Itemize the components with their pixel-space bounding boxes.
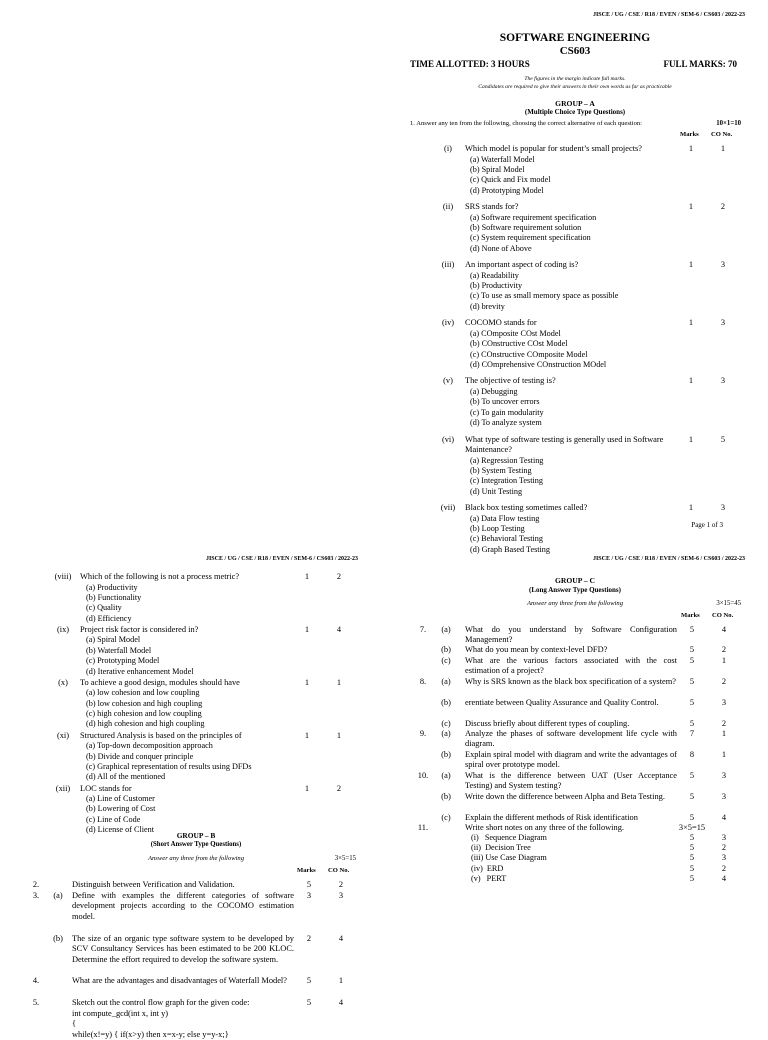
question-option: (d) None of Above	[470, 243, 532, 253]
question-option: (d) high cohesion and high coupling	[86, 719, 205, 729]
question-option: (d) Efficiency	[86, 613, 132, 623]
short-note-text: (iv) ERD	[471, 863, 504, 873]
subject-code: CS603	[559, 45, 591, 57]
question-marks: 1	[688, 260, 694, 270]
question-number: (v)	[443, 376, 453, 386]
exam-title: SOFTWARE ENGINEERING	[499, 32, 651, 44]
question-co: 2	[720, 202, 726, 212]
question-co: 1	[336, 730, 342, 740]
question-text: What type of software testing is generally used in Software Maintenance?	[465, 434, 664, 454]
question-marks: 3	[306, 891, 312, 900]
short-note-marks: 5	[689, 873, 695, 883]
question-option: (a) COmposite COst Model	[470, 328, 561, 338]
question-marks: 5	[689, 698, 695, 707]
question-number: 8.	[419, 677, 427, 686]
question-option: (c) Line of Code	[86, 814, 141, 824]
question-co: 2	[336, 572, 342, 581]
question-co: 1	[336, 677, 342, 687]
question-co: 2	[338, 880, 344, 889]
question-number: (iii)	[441, 260, 455, 270]
question-co: 1	[338, 976, 344, 985]
question-option: (c) Prototyping Model	[86, 656, 160, 666]
question-option: (d) brevity	[470, 301, 505, 311]
group-a-subtitle: (Multiple Choice Type Questions)	[524, 108, 626, 116]
question-option: (c) System requirement specification	[470, 233, 591, 243]
question-sub: (b)	[441, 750, 451, 759]
question-marks: 5	[689, 625, 695, 634]
question-co: 3	[338, 891, 344, 900]
question-number: 7.	[419, 625, 427, 634]
question-number: (xii)	[55, 783, 71, 793]
question-text: Which model is popular for student’s small projects?	[465, 144, 642, 153]
question-marks: 3×5=15	[678, 823, 706, 832]
page-1	[405, 10, 745, 554]
question-number: 5.	[32, 998, 40, 1007]
col-marks-c: Marks	[681, 612, 700, 619]
question-co: 2	[721, 677, 727, 686]
question-option: (d) To analyze system	[470, 418, 542, 428]
question-number: (vii)	[440, 503, 456, 513]
question-sub: (b)	[441, 645, 451, 654]
question-marks: 8	[689, 750, 695, 759]
question-option: (c) To gain modularity	[470, 407, 544, 417]
question-co: 3	[720, 376, 726, 386]
question-marks: 5	[689, 656, 695, 665]
question-option: (a) Data Flow testing	[470, 513, 540, 523]
question-marks: 1	[688, 503, 694, 513]
header-code-p2: JISCE / UG / CSE / R18 / EVEN / SEM-6 / CS603 / 2022-23	[205, 556, 358, 562]
col-marks-b: Marks	[297, 867, 316, 874]
question-option: (b) Loop Testing	[470, 523, 525, 533]
question-co: 4	[721, 625, 727, 634]
question-text: erentiate between Quality Assurance and Quality Control.	[465, 698, 659, 707]
question-option: (a) low cohesion and low coupling	[86, 688, 200, 698]
question-marks: 5	[689, 645, 695, 654]
page-label: Page 1 of 3	[691, 521, 723, 529]
question-option: (b) COnstructive COst Model	[470, 339, 568, 349]
question-co: 3	[721, 771, 727, 780]
short-note-marks: 5	[689, 863, 695, 873]
question-text: Distinguish between Verification and Validation.	[72, 880, 235, 889]
question-number: 4.	[32, 976, 40, 985]
question-number: 10.	[417, 771, 429, 780]
question-option: (b) Spiral Model	[470, 164, 525, 174]
question-text: Why is SRS known as the black box specification of a system?	[465, 677, 676, 686]
question-text: Black box testing sometimes called?	[465, 503, 588, 513]
question-marks: 1	[304, 677, 310, 687]
code-line: {	[72, 1019, 77, 1029]
question-co: 3	[720, 503, 726, 513]
group-b-subtitle: (Short Answer Type Questions)	[150, 841, 242, 848]
question-sub: (c)	[441, 719, 451, 728]
code-line: while(x!=y) { if(x>y) then x=x-y; else y=y-x;}	[72, 1029, 229, 1039]
question-number: 2.	[32, 880, 40, 889]
question-number: (x)	[58, 677, 68, 687]
question-option: (b) Functionality	[86, 592, 142, 602]
question-option: (b) Divide and conquer principle	[86, 751, 194, 761]
question-text: The objective of testing is?	[465, 376, 556, 386]
question-text: Discuss briefly about different types of coupling.	[465, 719, 630, 728]
question-co: 5	[720, 434, 726, 444]
page-number	[691, 521, 723, 529]
question-text: Structured Analysis is based on the principles of	[80, 730, 242, 740]
question-text: Explain spiral model with diagram and write the advantages of spiral over prototype model.	[465, 750, 677, 770]
question-number: (i)	[444, 144, 452, 153]
page-2	[26, 552, 366, 1039]
question-sub: (a)	[53, 891, 63, 900]
question-option: (c) COnstructive COmposite Model	[470, 349, 588, 359]
question-option: (b) Lowering of Cost	[86, 804, 156, 814]
question-option: (d) License of Client	[86, 825, 154, 835]
question-marks: 1	[304, 783, 310, 793]
question-sub: (c)	[441, 656, 451, 665]
question-text: Write down the difference between Alpha and Beta Testing.	[465, 792, 665, 801]
question-marks: 5	[689, 792, 695, 801]
question-text: What do you understand by Software Configuration Management?	[465, 625, 677, 645]
question-co: 3	[720, 260, 726, 270]
question-text: SRS stands for?	[465, 202, 519, 212]
question-sub: (a)	[441, 625, 451, 634]
question-number: (ii)	[442, 202, 454, 212]
question-sub: (a)	[441, 677, 451, 686]
question-co: 1	[721, 729, 727, 738]
question-number: 11.	[417, 823, 429, 832]
col-co-a: CO No.	[711, 131, 733, 138]
short-note-marks: 5	[689, 853, 695, 863]
question-option: (a) Top-down decomposition approach	[86, 741, 213, 751]
group-b-title: GROUP – B	[176, 831, 216, 840]
question-marks: 1	[304, 572, 310, 581]
question-option: (a) Productivity	[86, 582, 138, 592]
group-a-title: GROUP – A	[555, 99, 595, 108]
group-b-total: 3×5=15	[334, 855, 356, 862]
short-note-text: (ii) Decision Tree	[471, 843, 531, 853]
question-sub: (b)	[53, 934, 63, 943]
question-option: (c) Behavioral Testing	[470, 534, 543, 544]
question-co: 3	[721, 698, 727, 707]
question-option: (a) Debugging	[470, 386, 518, 396]
question-co: 1	[720, 144, 726, 153]
group-c-subtitle: (Long Answer Type Questions)	[529, 586, 621, 594]
time-allotted: TIME ALLOTTED: 3 HOURS	[410, 59, 530, 69]
short-note-co: 3	[721, 833, 727, 842]
question-option: (b) Software requirement solution	[470, 222, 582, 232]
question-text: Sketch out the control flow graph for the given code:	[72, 998, 250, 1007]
question-number: (ix)	[56, 624, 70, 634]
question-number: (vi)	[441, 434, 455, 444]
question-option: (a) Regression Testing	[470, 455, 544, 465]
question-option: (c) Quality	[86, 603, 122, 613]
col-marks-a: Marks	[680, 131, 699, 138]
col-co-c: CO No.	[712, 612, 734, 619]
group-b-instruction: Answer any three from the following	[147, 855, 245, 862]
question-text: COCOMO stands for	[465, 318, 537, 328]
question-marks: 5	[689, 719, 695, 728]
question-text: What is the difference between UAT (User Acceptance Testing) and System testing?	[465, 771, 677, 791]
group-c-total: 3×15=45	[716, 600, 741, 607]
question-option: (c) Graphical representation of results using DFDs	[86, 761, 252, 771]
question-text: What do you mean by context-level DFD?	[465, 645, 608, 654]
question-co: 2	[721, 719, 727, 728]
question-text: Define with examples the different categories of software development projects according to the COCOMO estimation model.	[72, 891, 294, 921]
question-marks: 1	[688, 202, 694, 212]
question-marks: 1	[688, 144, 694, 153]
question-sub: (a)	[441, 771, 451, 780]
short-note-marks: 5	[689, 833, 695, 842]
question-marks: 1	[304, 730, 310, 740]
question-text: LOC stands for	[80, 783, 132, 793]
question-co: 4	[336, 624, 342, 634]
question-option: (d) Prototyping Model	[470, 185, 544, 195]
page-3	[405, 552, 745, 1024]
col-co-b: CO No.	[328, 867, 350, 874]
header-code: JISCE / UG / CSE / R18 / EVEN / SEM-6 / CS603 / 2022-23	[592, 12, 745, 18]
question-text: Project risk factor is considered in?	[80, 624, 199, 634]
question-text: Analyze the phases of software development life cycle with diagram.	[465, 729, 677, 749]
question-co: 1	[721, 750, 727, 759]
question-co: 1	[721, 656, 727, 665]
question-number: 3.	[32, 891, 40, 900]
question-marks: 1	[688, 318, 694, 328]
group-c-title: GROUP – C	[554, 576, 596, 585]
question-marks: 5	[689, 813, 695, 822]
group-a-total: 10×1=10	[716, 120, 741, 127]
question-co: 3	[720, 318, 726, 328]
group-c-instruction: Answer any three from the following	[526, 600, 624, 607]
instruction-line-1: The figures in the margin indicate full marks.	[524, 76, 626, 82]
short-note-co: 2	[721, 843, 727, 853]
question-co: 2	[336, 783, 342, 793]
question-co: 3	[721, 792, 727, 801]
question-option: (c) Quick and Fix model	[470, 175, 551, 185]
question-number: 9.	[419, 729, 427, 738]
question-option: (b) Waterfall Model	[86, 645, 152, 655]
code-line: int compute_gcd(int x, int y)	[72, 1009, 169, 1018]
question-option: (d) All of the mentioned	[86, 772, 166, 782]
question-option: (a) Software requirement specification	[470, 212, 597, 222]
question-sub: (c)	[441, 813, 451, 822]
short-note-co: 2	[721, 863, 727, 873]
question-option: (b) low cohesion and high coupling	[86, 698, 203, 708]
question-text: Explain the different methods of Risk identification	[465, 813, 638, 822]
short-note-co: 4	[721, 873, 727, 883]
question-marks: 1	[688, 376, 694, 386]
question-sub: (b)	[441, 792, 451, 801]
question-co: 2	[721, 645, 727, 654]
question-marks: 1	[688, 434, 694, 444]
short-note-marks: 5	[689, 843, 695, 853]
short-note-text: (i) Sequence Diagram	[471, 833, 547, 842]
question-co: 4	[338, 998, 344, 1007]
header-code-p3: JISCE / UG / CSE / R18 / EVEN / SEM-6 / CS603 / 2022-23	[592, 556, 745, 562]
question-option: (b) Productivity	[470, 281, 523, 291]
question-text: What are the advantages and disadvantages of Waterfall Model?	[72, 976, 287, 985]
question-text: Write short notes on any three of the following.	[465, 823, 624, 832]
question-option: (d) Iterative enhancement Model	[86, 666, 194, 676]
question-number: (viii)	[54, 572, 72, 581]
question-option: (d) COmprehensive COnstruction MOdel	[470, 359, 607, 369]
question-marks: 1	[304, 624, 310, 634]
question-option: (a) Line of Customer	[86, 794, 155, 804]
question-text: To achieve a good design, modules should have	[80, 677, 240, 687]
question-option: (d) Unit Testing	[470, 486, 523, 496]
question-marks: 5	[306, 976, 312, 985]
question-text: The size of an organic type software system to be developed by SCV Consultancy Services has been estimated to be 200 KLOC. Determine the effort required to develop the software system.	[72, 934, 294, 964]
question-option: (c) To use as small memory space as possible	[470, 291, 619, 301]
question-sub: (a)	[441, 729, 451, 738]
question-co: 4	[721, 813, 727, 822]
question-marks: 2	[306, 934, 312, 943]
question-option: (a) Waterfall Model	[470, 154, 535, 164]
question-option: (b) System Testing	[470, 465, 532, 475]
question-sub: (b)	[441, 698, 451, 707]
question-option: (c) high cohesion and low coupling	[86, 709, 202, 719]
question-number: (xi)	[56, 730, 70, 740]
full-marks: FULL MARKS: 70	[663, 59, 737, 69]
question-text: An important aspect of coding is?	[465, 260, 579, 270]
question-marks: 5	[689, 677, 695, 686]
group-a-instruction: 1. Answer any ten from the following, choosing the correct alternative of each question:	[410, 120, 642, 127]
question-marks: 5	[306, 998, 312, 1007]
question-option: (c) Integration Testing	[470, 476, 543, 486]
question-marks: 5	[689, 771, 695, 780]
question-option: (a) Spiral Model	[86, 635, 141, 645]
short-note-co: 3	[721, 853, 727, 863]
short-note-text: (v) PERT	[471, 873, 507, 883]
question-text: What are the various factors associated with the cost estimation of a project?	[465, 656, 677, 676]
short-note-text: (iii) Use Case Diagram	[471, 853, 547, 863]
question-co: 4	[338, 934, 344, 943]
instruction-line-2: Candidates are required to give their answers in their own words as far as practicable	[478, 84, 672, 90]
question-text: Which of the following is not a process metric?	[80, 572, 240, 581]
question-option: (d) Graph Based Testing	[470, 544, 550, 554]
question-marks: 7	[689, 729, 695, 738]
question-option: (b) To uncover errors	[470, 397, 540, 407]
question-marks: 5	[306, 880, 312, 889]
question-number: (iv)	[441, 318, 455, 328]
question-option: (a) Readability	[470, 270, 519, 280]
